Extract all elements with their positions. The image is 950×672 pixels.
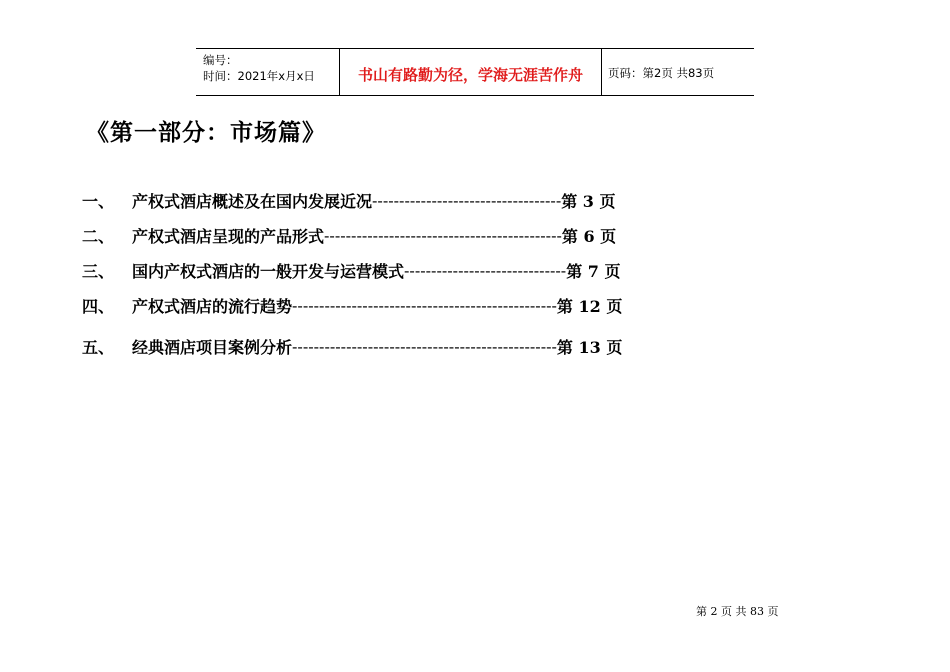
toc-page: 第 12 页	[556, 296, 623, 316]
toc-page: 第 3 页	[561, 191, 616, 211]
table-of-contents	[82, 188, 702, 358]
toc-number: 四、	[82, 296, 115, 316]
toc-title: 产权式酒店的流行趋势	[132, 296, 293, 316]
header-page-info: 页码：第2页 共83页	[608, 66, 715, 80]
toc-item	[82, 258, 702, 282]
serial-label: 编号：	[203, 53, 238, 67]
toc-title: 经典酒店项目案例分析	[132, 337, 293, 357]
toc-leader: --------------------------------------------	[324, 225, 562, 245]
toc-title: 产权式酒店概述及在国内发展近况	[132, 191, 373, 211]
page-header	[196, 48, 754, 96]
toc-page: 第 13 页	[556, 337, 623, 357]
toc-item	[82, 223, 702, 247]
toc-item	[82, 334, 702, 358]
toc-leader: ------------------------------	[404, 260, 567, 280]
toc-number: 二、	[82, 226, 115, 246]
page-footer: 第 2 页 共 83 页	[696, 605, 779, 618]
toc-title: 国内产权式酒店的一般开发与运营模式	[132, 261, 405, 281]
toc-number: 三、	[82, 261, 115, 281]
toc-page: 第 7 页	[566, 261, 621, 281]
section-title: 《第一部分：市场篇》	[86, 119, 326, 146]
toc-leader: -----------------------------------	[372, 190, 562, 210]
header-motto: 书山有路勤为径，学海无涯苦作舟	[340, 49, 602, 95]
toc-page: 第 6 页	[561, 226, 617, 246]
toc-leader: -------------------------------------------------	[292, 336, 557, 356]
time-label: 时间：2021年x月x日	[203, 69, 315, 83]
toc-item	[82, 293, 702, 317]
toc-item	[82, 188, 702, 212]
toc-leader: -------------------------------------------------	[292, 295, 557, 315]
toc-title: 产权式酒店呈现的产品形式	[132, 226, 325, 246]
toc-number: 五、	[82, 337, 115, 357]
header-meta	[196, 49, 340, 95]
toc-number: 一、	[82, 191, 115, 211]
